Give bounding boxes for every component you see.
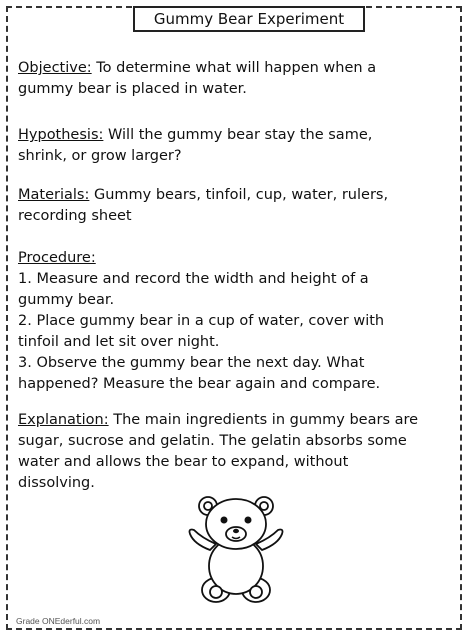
procedure-step-line: 1. Measure and record the width and height of a	[18, 271, 369, 287]
footer-credit: Grade ONEderful.com	[16, 616, 101, 626]
materials-line-2: recording sheet	[18, 208, 132, 224]
hypothesis-line-2: shrink, or grow larger?	[18, 148, 182, 164]
procedure-step-line: gummy bear.	[18, 292, 115, 308]
hypothesis-heading: Hypothesis:	[18, 127, 104, 143]
procedure-step-line: happened? Measure the bear again and compare.	[18, 376, 381, 392]
objective-heading: Objective:	[18, 60, 92, 76]
explanation-heading: Explanation:	[18, 412, 109, 428]
explanation-text-1: The main ingredients in gummy bears are	[108, 412, 419, 428]
explanation-line-2: sugar, sucrose and gelatin. The gelatin absorbs some	[18, 433, 407, 449]
explanation-section	[18, 410, 450, 494]
procedure-step-line: 3. Observe the gummy bear the next day. What	[18, 355, 365, 371]
materials-section	[18, 185, 450, 227]
worksheet	[6, 6, 462, 630]
title-text: Gummy Bear Experiment	[153, 10, 345, 28]
procedure-step-line: 2. Place gummy bear in a cup of water, cover with	[18, 313, 385, 329]
procedure-heading: Procedure:	[18, 250, 96, 266]
objective-line-1	[18, 58, 450, 79]
materials-text-1: Gummy bears, tinfoil, cup, water, rulers,	[89, 187, 389, 203]
explanation-line-1	[18, 410, 450, 431]
gummy-bear-icon	[186, 494, 286, 606]
hypothesis-text-1: Will the gummy bear stay the same,	[103, 127, 373, 143]
explanation-line-4: dissolving.	[18, 475, 95, 491]
hypothesis-section	[18, 125, 450, 167]
explanation-line-3: water and allows the bear to expand, without	[18, 454, 349, 470]
procedure-step-line: tinfoil and let sit over night.	[18, 334, 220, 350]
objective-section	[18, 58, 450, 100]
hypothesis-line-1	[18, 125, 450, 146]
procedure-section	[18, 248, 450, 395]
materials-heading: Materials:	[18, 187, 90, 203]
objective-text-1: To determine what will happen when a	[91, 60, 377, 76]
objective-line-2: gummy bear is placed in water.	[18, 81, 247, 97]
materials-line-1	[18, 185, 450, 206]
page-title	[133, 6, 365, 32]
